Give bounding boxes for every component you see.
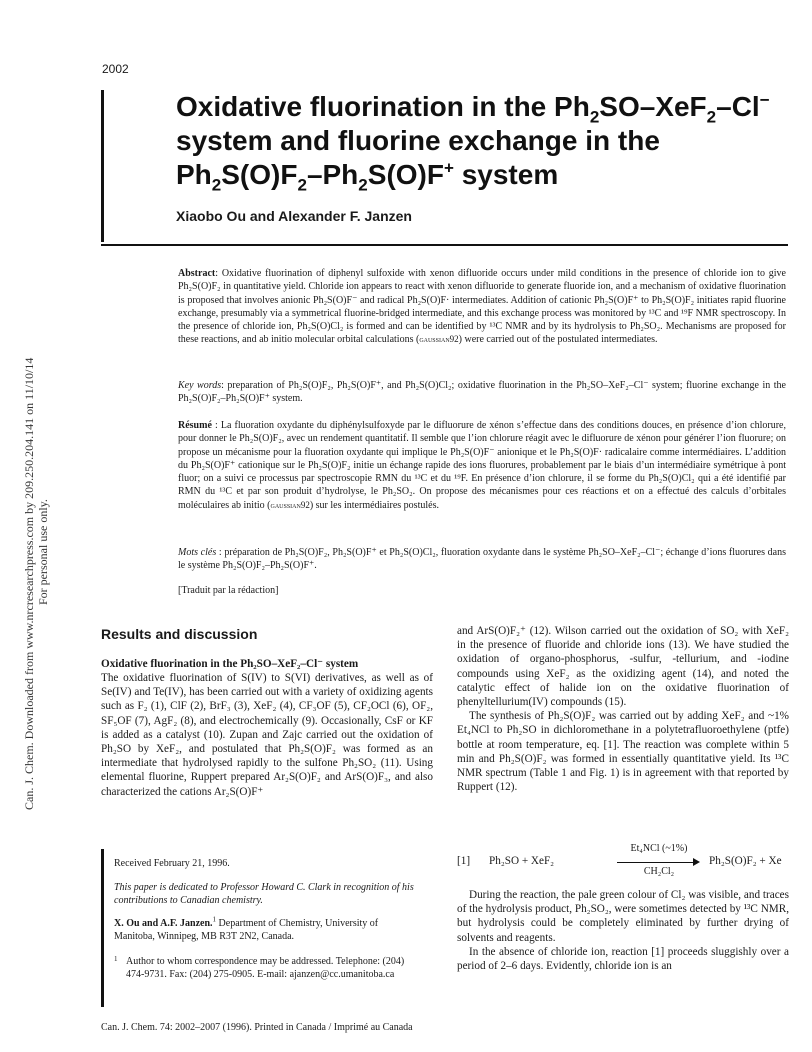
article-title: Oxidative fluorination in the $Ph_2SO-XeF_2-Cl^-$ system and fluorine exchange in the $Ph_2S(O)F_2-Ph_2S(O)F^+$ system: [176, 90, 770, 195]
equation-reactants: Ph₂SO + XeF₂: [489, 855, 555, 867]
equation-1: [457, 843, 789, 881]
watermark-line-2: For personal use only.: [36, 499, 50, 605]
footnote-box-bar: [101, 849, 104, 1007]
affiliation-mark: 1: [212, 915, 217, 924]
equation-solvent: CH₂Cl₂: [643, 866, 675, 877]
mots-cles: [178, 546, 786, 573]
affiliation: [114, 915, 420, 943]
equation-catalyst: Et₄NCl (~1%): [630, 843, 688, 854]
footnote-text: Author to whom correspondence may be addressed. Telephone: (204) 474-9731. Fax: (204) 275-0905. E-mail: ajanzen@cc.umanitoba.ca: [126, 956, 405, 980]
journal-footer: Can. J. Chem. 74: 2002–2007 (1996). Printed in Canada / Imprimé au Canada: [101, 1022, 413, 1033]
page-number: 2002: [102, 62, 129, 76]
resume-label: Résumé: [178, 420, 212, 431]
paragraph: During the reaction, the pale green colour of Cl₂ was visible, and traces of the hydrolysis product, Ph₂SO₂, were sometimes detected by ¹³C NMR, but hydrolysis could be completely eliminated by further drying of solvents and reagents.: [457, 889, 789, 944]
motscles-label: Mots clés: [178, 547, 217, 558]
resume: [178, 419, 786, 512]
abstract-text-end: ) were carried out of the postulated intermediates.: [458, 334, 658, 346]
keywords-label: Key words: [178, 380, 222, 391]
affiliation-text: Department of Chemistry, University of Manitoba, Winnipeg, MB R3T 2N2, Canada.: [114, 918, 379, 942]
right-column-top: [457, 624, 789, 794]
header-rule: [101, 244, 788, 246]
paragraph: The synthesis of Ph₂S(O)F₂ was carried out by adding XeF₂ and ~1% Et₄NCl to Ph₂SO in dichloromethane in a polytetrafluoroethylene (ptfe) bottle at room temperature, eq. [1]. The reaction was complete within 5 min and Ph₂S(O)F₂ was formed in essentially quantitative yield. Its ¹³C NMR spectrum (Table 1 and Fig. 1) is in agreement with that reported by Ruppert (12).: [457, 710, 789, 794]
dedication: This paper is dedicated to Professor Howard C. Clark in recognition of his contributions to Canadian chemistry.: [114, 882, 414, 906]
title-bar: [101, 90, 104, 242]
received-date: Received February 21, 1996.: [114, 858, 230, 869]
keywords: [178, 379, 786, 406]
authors: Xiaobo Ou and Alexander F. Janzen: [176, 208, 412, 224]
right-column-bottom: [457, 888, 789, 973]
reaction-arrow-icon: [617, 862, 697, 863]
motscles-text: : préparation de Ph₂S(O)F₂, Ph₂S(O)F⁺ et Ph₂S(O)Cl₂, fluoration oxydante dans le système Ph₂SO–XeF₂–Cl⁻; échange d’ions fluorures dans le système Ph₂S(O)F₂–Ph₂S(O)F⁺.: [178, 547, 787, 572]
download-watermark: [22, 358, 50, 810]
abstract-gaussian: gaussian92: [419, 334, 459, 345]
affiliation-names: X. Ou and A.F. Janzen.: [114, 918, 213, 929]
watermark-line-1: Can. J. Chem. Downloaded from www.nrcresearchpress.com by 209.250.204.141 on 11/10/14: [22, 357, 36, 810]
left-column-text: The oxidative fluorination of S(IV) to S(VI) derivatives, as well as of Se(IV) and Te(IV), has been carried out with a variety of oxidizing agents such as F₂ (1), ClF (2), BrF₃ (3), XeF₂ (4), CF₃OF (5), CF₂OCl (6), OF₂, SF₅OF (7), AgF₂ (8), and electrochemically (9). Occasionally, CsF or KF is added as a catalyst (10). Zupan and Zajc carried out the oxidation of Ph₂SO by XeF₂, and postulated that Ph₂S(O)F₂ was formed as an intermediate that hydrolysed rapidly to the sulfone Ph₂SO₂ (11). Using elemental fluorine, Ruppert prepared Ar₂S(O)F₂ and ArS(O)F₃, and also characterized the cations Ar₂S(O)F⁺: [101, 672, 433, 798]
equation-number: [1]: [457, 855, 471, 867]
paragraph: In the absence of chloride ion, reaction [1] proceeds sluggishly over a period of 2–6 days. Evidently, chloride ion is an: [457, 945, 789, 973]
arrowhead-icon: [693, 858, 700, 866]
equation-products: Ph₂S(O)F₂ + Xe: [709, 855, 782, 867]
resume-gaussian: gaussian92: [270, 499, 310, 510]
translation-note: [Traduit par la rédaction]: [178, 585, 279, 596]
resume-text-end: ) sur les intermédiaires postulés.: [309, 499, 439, 511]
abstract-text: : Oxidative fluorination of diphenyl sulfoxide with xenon difluoride occurs under mild conditions in the presence of chloride ion to give Ph₂S(O)F₂ in quantitative yield. Chloride ion appears to react with xenon difluoride to generate fluoride ion, and a mechanism of oxidative fluorination is proposed that involves anionic Ph₂S(O)F⁻ and radical Ph₂S(O)F· intermediates. Addition of cationic Ph₂S(O)F⁺ to Ph₂S(O)F₂ initiates rapid fluorine exchange, presumably via a symmetrical fluorine-bridged intermediate, and this exchange process was monitored by ¹³C and ¹⁹F NMR spectroscopy. In the presence of chloride ion, Ph₂S(O)Cl₂ is formed and can be identified by ¹³C NMR and by its hydrolysis to Ph₂SO₂. Mechanisms are proposed for these reactions, and ab initio molecular orbital calculations (: [178, 268, 786, 346]
section-heading: Results and discussion: [101, 626, 258, 642]
abstract-label: Abstract: [178, 268, 216, 279]
abstract: [178, 267, 786, 347]
paragraph: and ArS(O)F₂⁺ (12). Wilson carried out the oxidation of SO₂ with XeF₂ in the presence of fluoride and chloride ions (13). We have studied the oxidation of organo-phosphorus, -sulfur, -tellurium, and -iodine compounds using XeF₂ as the oxidizing agent (14), and noted the catalytic effect of halide ion on the oxidative fluorination of phenyltellurium(IV) compounds (15).: [457, 625, 789, 709]
footnote-mark: 1: [114, 955, 118, 963]
subsection-heading: Oxidative fluorination in the Ph₂SO–XeF₂–Cl⁻ system: [101, 658, 359, 670]
keywords-text: : preparation of Ph₂S(O)F₂, Ph₂S(O)F⁺, and Ph₂S(O)Cl₂; oxidative fluorination in the Ph₂SO–XeF₂–Cl⁻ system; fluorine exchange in the Ph₂S(O)F₂–Ph₂S(O)F⁺ system.: [178, 380, 786, 405]
resume-text: : La fluoration oxydante du diphénylsulfoxyde par le difluorure de xénon s’effectue dans des conditions douces, en présence d’ion chlorure, pour donner le Ph₂S(O)F₂, avec un rendement quantitatif. Il semble que l’ion chlorure réagit avec le difluorure de xénon pour générer l’ion fluorure; on propose un mécanisme pour la fluoration oxydante qui implique le Ph₂S(O)F⁻ anionique et le Ph₂S(O)F· radicalaire comme intermédiaires. L’addition du Ph₂S(O)F⁺ cationique sur le Ph₂S(O)F₂ initie un échange rapide des ions fluorures, probablement par le biais d’un intermédiaire symétrique à pont fluor; on a suivi ce processus par spectroscopie RMN du ¹³C et du ¹⁹F. En présence d’ion chlorure, il se forme du Ph₂S(O)Cl₂ qui a été identifié par RMN du ¹³C et par son produit d’hydrolyse, le Ph₂SO₂. On propose des mécanismes pour ces réactions et on a effectué des calculs d’orbitales moléculaires ab initio (: [178, 420, 786, 511]
